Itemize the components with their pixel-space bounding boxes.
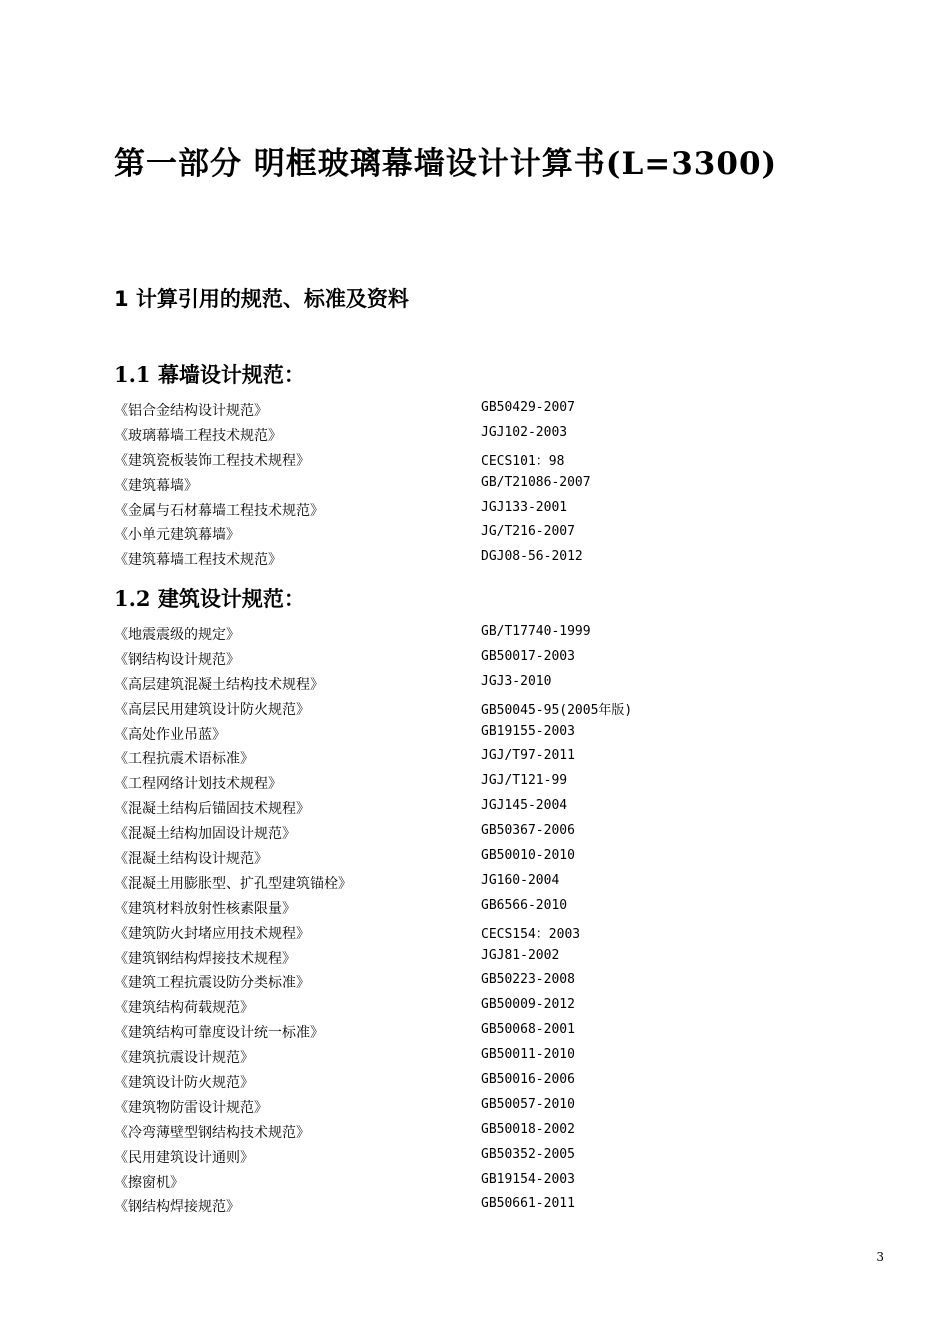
standard-name: 《地震震级的规定》 xyxy=(114,627,240,643)
standard-code: JG160-2004 xyxy=(481,872,560,888)
list-item xyxy=(114,870,674,895)
standard-name: 《建筑瓷板装饰工程技术规程》 xyxy=(114,452,310,469)
standard-name: 《金属与石材幕墙工程技术规范》 xyxy=(114,502,324,519)
standard-name: 《铝合金结构设计规范》 xyxy=(114,403,268,419)
standard-name: 《建筑幕墙工程技术规范》 xyxy=(114,552,282,569)
standard-code: GB50045-95(2005年版) xyxy=(481,702,633,718)
standard-name: 《建筑物防雷设计规范》 xyxy=(114,1099,268,1116)
standard-code: GB6566-2010 xyxy=(481,897,568,913)
list-item xyxy=(114,1094,674,1119)
standard-name: 《建筑钢结构焊接技术规程》 xyxy=(114,950,296,967)
standard-code: GB50017-2003 xyxy=(481,648,575,664)
list-item xyxy=(114,472,674,497)
list-item xyxy=(114,895,674,920)
list-item xyxy=(114,920,674,945)
standard-name: 《建筑结构荷载规范》 xyxy=(114,1000,254,1017)
list-item xyxy=(114,1193,674,1218)
standard-name: 《钢结构焊接规范》 xyxy=(114,1199,240,1216)
list-item xyxy=(114,1019,674,1044)
standard-code: GB50057-2010 xyxy=(481,1096,575,1112)
standard-code: CECS154：2003 xyxy=(481,926,581,942)
list-item xyxy=(114,1069,674,1094)
list-item xyxy=(114,497,674,522)
list-item xyxy=(114,969,674,994)
standard-code: JG/T216-2007 xyxy=(481,524,575,540)
list-item xyxy=(114,1169,674,1194)
subsection-heading-building-design: 1.2 建筑设计规范： xyxy=(114,586,305,611)
standard-code: GB50352-2005 xyxy=(481,1146,575,1162)
list-item xyxy=(114,945,674,970)
standard-code: JGJ/T97-2011 xyxy=(481,748,575,764)
standard-code: GB50429-2007 xyxy=(481,400,575,415)
standard-name: 《高处作业吊蓝》 xyxy=(114,726,226,743)
standard-code: GB/T21086-2007 xyxy=(481,474,591,490)
standard-code: GB50009-2012 xyxy=(481,997,575,1013)
list-item xyxy=(114,1144,674,1169)
standard-code: GB19155-2003 xyxy=(481,723,575,739)
standard-code: JGJ133-2001 xyxy=(481,499,568,515)
standard-name: 《建筑设计防火规范》 xyxy=(114,1075,254,1092)
standard-code: JGJ145-2004 xyxy=(481,798,568,814)
standard-code: GB/T17740-1999 xyxy=(481,624,591,639)
standard-code: JGJ81-2002 xyxy=(481,947,560,963)
list-item xyxy=(114,546,674,571)
standard-name: 《混凝土结构设计规范》 xyxy=(114,851,268,868)
list-item xyxy=(114,521,674,546)
standard-name: 《民用建筑设计通则》 xyxy=(114,1149,254,1166)
standard-name: 《混凝土结构加固设计规范》 xyxy=(114,826,296,843)
standard-code: GB19154-2003 xyxy=(481,1171,575,1187)
standard-name: 《混凝土用膨胀型、扩孔型建筑锚栓》 xyxy=(114,875,352,892)
list-item xyxy=(114,994,674,1019)
list-item xyxy=(114,646,674,671)
list-item xyxy=(114,422,674,447)
standard-name: 《小单元建筑幕墙》 xyxy=(114,527,240,544)
standard-code: JGJ3-2010 xyxy=(481,673,552,689)
list-item xyxy=(114,845,674,870)
standard-code: GB50011-2010 xyxy=(481,1047,575,1063)
standard-code: GB50016-2006 xyxy=(481,1072,575,1088)
list-item xyxy=(114,820,674,845)
page-number: 3 xyxy=(876,1250,884,1264)
standard-code: JGJ/T121-99 xyxy=(481,773,568,789)
standard-code: CECS101：98 xyxy=(481,453,565,469)
section-heading: 1 计算引用的规范、标准及资料 xyxy=(114,287,409,311)
standard-name: 《建筑工程抗震设防分类标准》 xyxy=(114,975,310,992)
standard-name: 《钢结构设计规范》 xyxy=(114,651,240,668)
standard-code: GB50018-2002 xyxy=(481,1121,575,1137)
standard-code: DGJ08-56-2012 xyxy=(481,549,583,565)
list-item xyxy=(114,721,674,746)
list-item xyxy=(114,696,674,721)
list-item xyxy=(114,621,674,646)
standard-name: 《建筑抗震设计规范》 xyxy=(114,1050,254,1067)
standard-code: GB50223-2008 xyxy=(481,972,575,988)
standard-name: 《建筑材料放射性核素限量》 xyxy=(114,900,296,917)
standard-name: 《高层建筑混凝土结构技术规程》 xyxy=(114,676,324,693)
subsection-heading-curtain-wall: 1.1 幕墙设计规范： xyxy=(114,362,305,387)
list-item xyxy=(114,745,674,770)
list-item xyxy=(114,770,674,795)
standard-name: 《工程抗震术语标准》 xyxy=(114,751,254,768)
standard-code: JGJ102-2003 xyxy=(481,424,568,440)
building-design-standards-list xyxy=(114,621,674,1218)
list-item xyxy=(114,1044,674,1069)
standard-code: GB50010-2010 xyxy=(481,848,575,864)
standard-code: GB50661-2011 xyxy=(481,1196,575,1212)
curtain-wall-standards-list xyxy=(114,397,674,571)
standard-name: 《冷弯薄壁型钢结构技术规范》 xyxy=(114,1124,310,1141)
standard-name: 《建筑防火封堵应用技术规程》 xyxy=(114,925,310,942)
standard-name: 《玻璃幕墙工程技术规范》 xyxy=(114,427,282,444)
standard-name: 《工程网络计划技术规程》 xyxy=(114,776,282,793)
standard-code: GB50367-2006 xyxy=(481,823,575,839)
list-item xyxy=(114,397,674,422)
standard-name: 《擦窗机》 xyxy=(114,1174,184,1191)
document-title: 第一部分 明框玻璃幕墙设计计算书(L=3300) xyxy=(114,146,778,182)
standard-name: 《高层民用建筑设计防火规范》 xyxy=(114,701,310,718)
list-item xyxy=(114,1119,674,1144)
list-item xyxy=(114,795,674,820)
standard-code: GB50068-2001 xyxy=(481,1022,575,1038)
list-item xyxy=(114,447,674,472)
standard-name: 《建筑幕墙》 xyxy=(114,477,198,494)
list-item xyxy=(114,671,674,696)
standard-name: 《建筑结构可靠度设计统一标准》 xyxy=(114,1025,324,1042)
standard-name: 《混凝土结构后锚固技术规程》 xyxy=(114,801,310,818)
